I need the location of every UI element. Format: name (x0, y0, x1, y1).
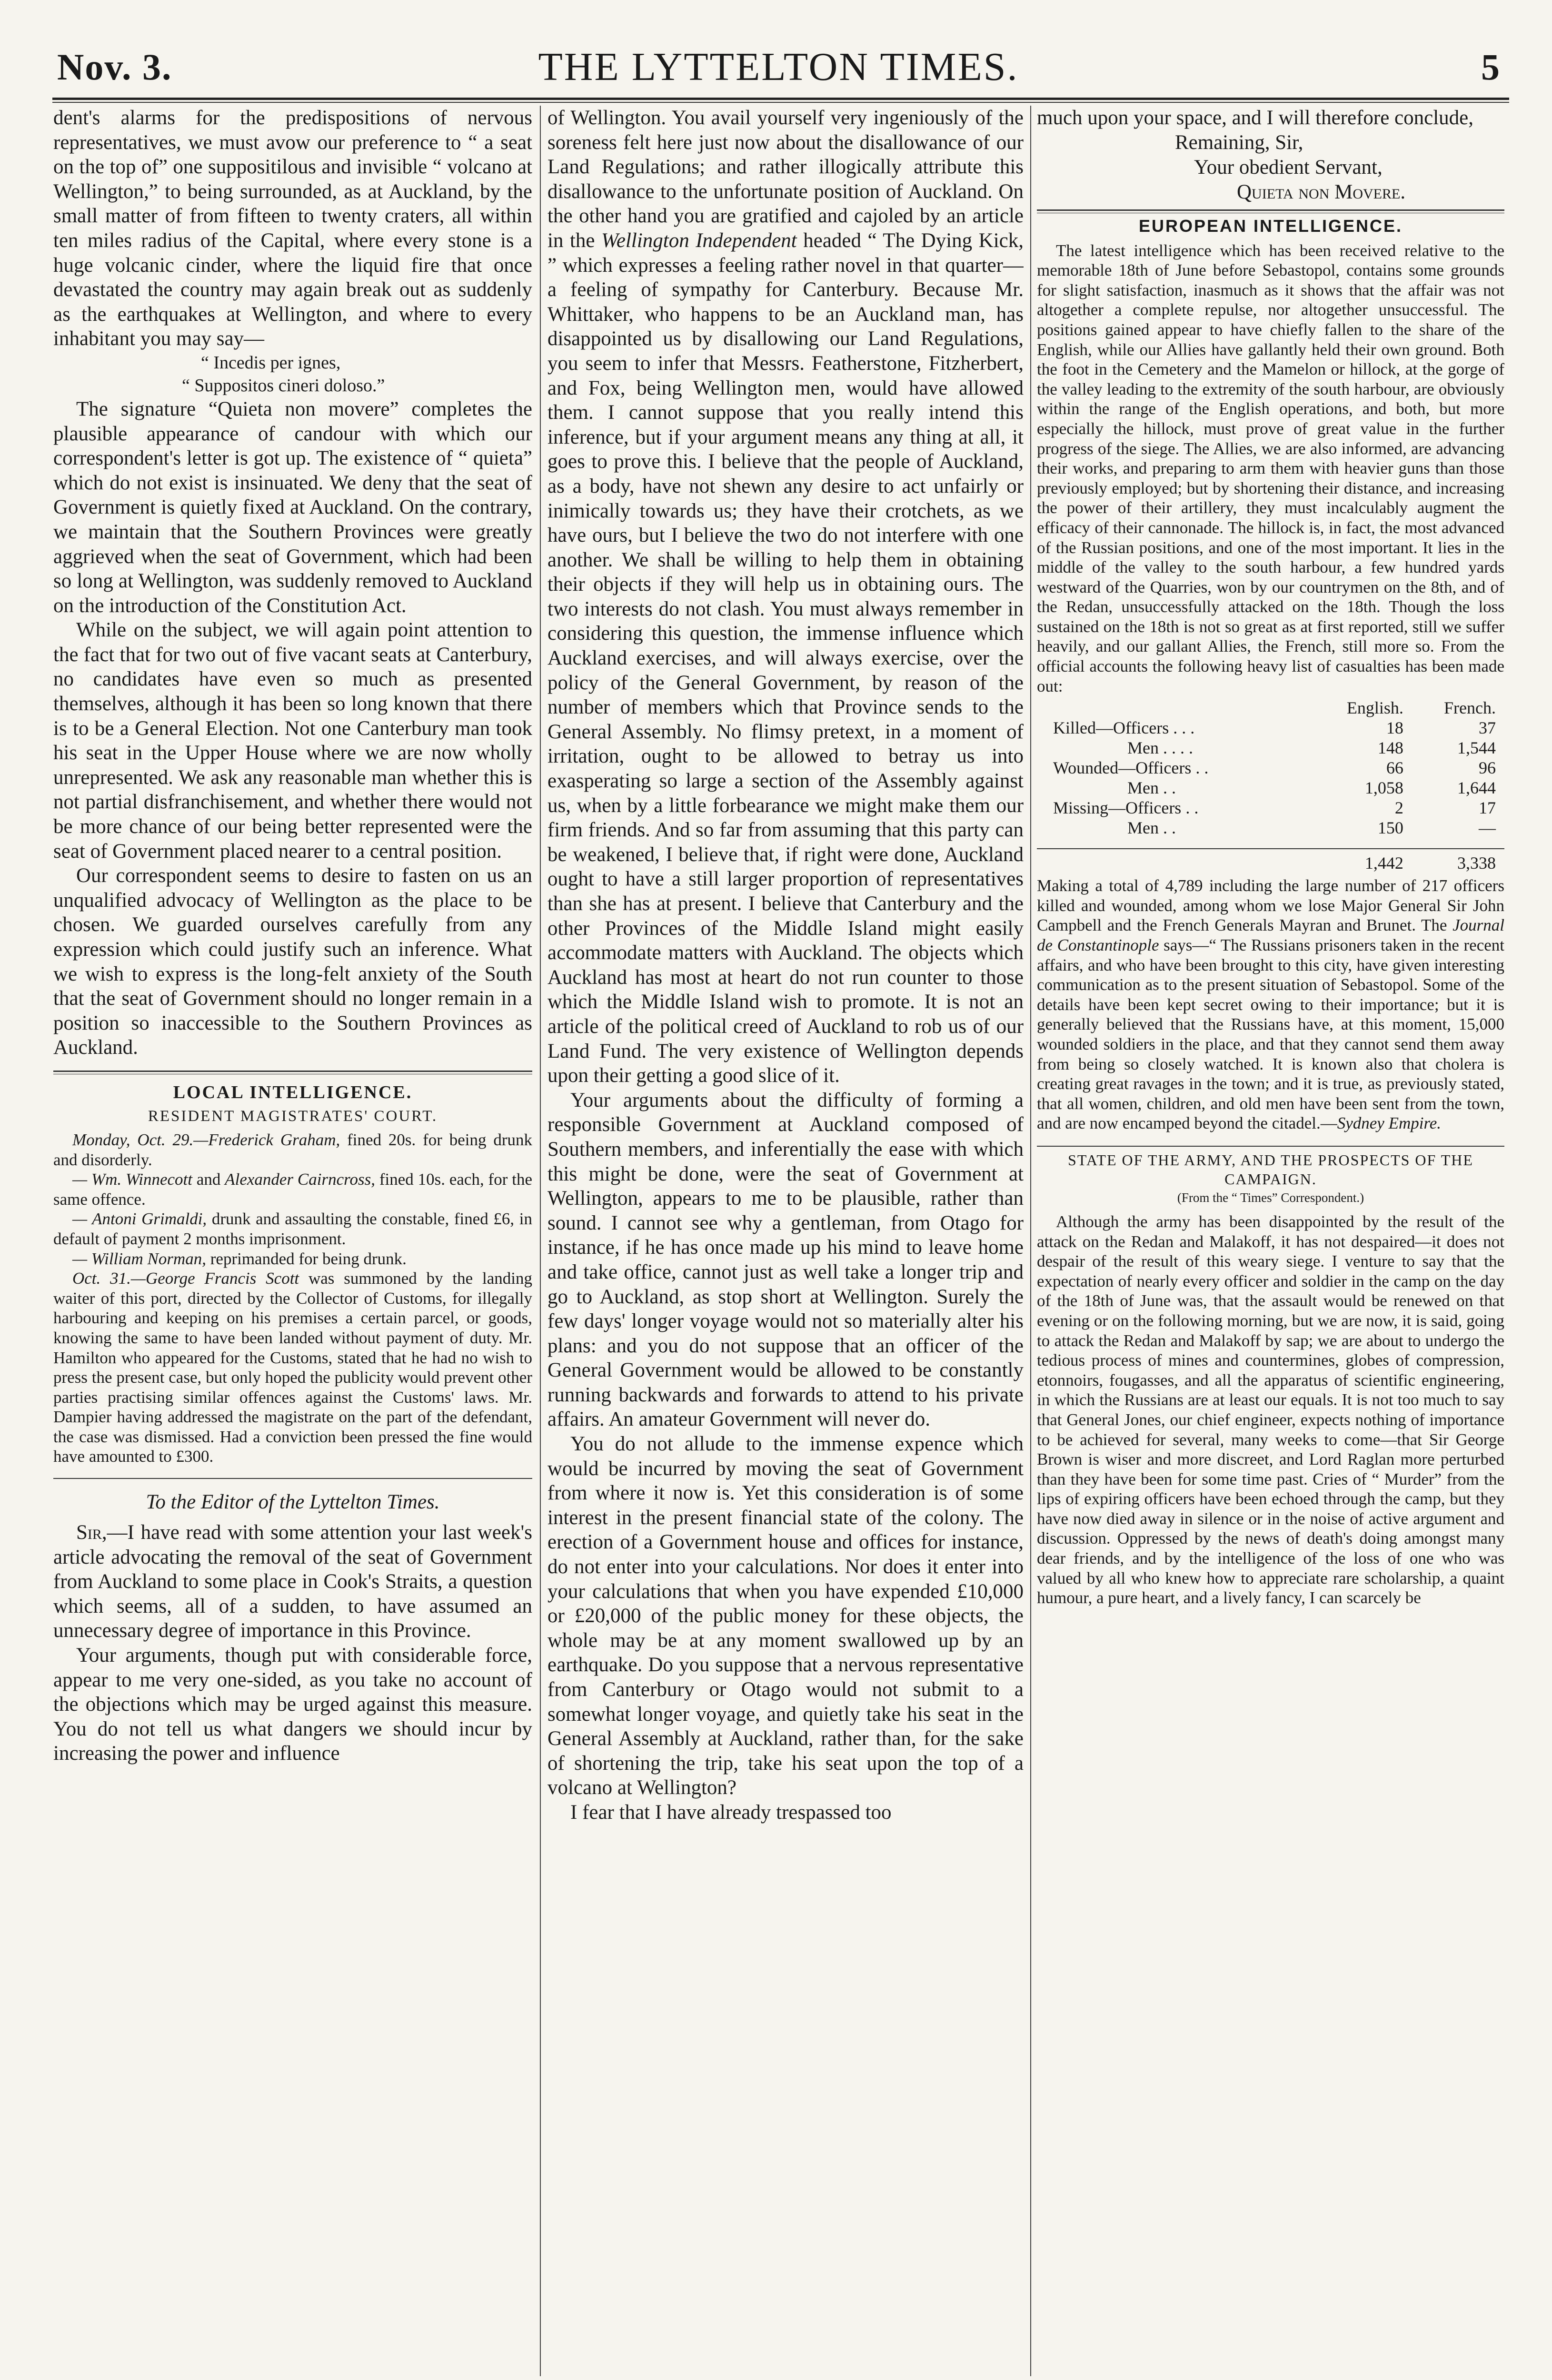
news-paragraph: Making a total of 4,789 including the large number of 217 officers killed and wounded, among whom we lose Major General Sir John Campbell and the French Generals Mayran and Brunet. The Journal de Constantinople says—“ The Russians prisoners taken in the recent affairs, and who have been brought to this city, have given interesting communication as to the present situation of Sebastopol. Some of the details have been kept secret owing to their importance; but it is generally believed that the Russians have, at this moment, 15,000 wounded soldiers in the place, and that they cannot send them away from being so closely watched. It is known also that cholera is creating great ravages in the town; and it is true, as previously stated, that all women, children, and old men have been sent from the town, and are now encamped beyond the citadel.—Sydney Empire. (1037, 876, 1504, 1133)
editorial-article (53, 106, 532, 1060)
column-divider (1030, 106, 1031, 2376)
letter-conclusion (1037, 106, 1504, 130)
european-intelligence-cont (1037, 876, 1504, 1133)
table-row: Killed—Officers . . . 18 37 (1053, 718, 1496, 738)
column-header: French. (1444, 698, 1496, 718)
letter-paragraph: Sir,—I have read with some attention your last week's article advocating the removal of the seat of Government from Auckland to some place in Cook's Straits, a question which seems, all of a sudden, to have assumed an unnecessary degree of importance in this Province. (53, 1521, 532, 1642)
european-intelligence (1037, 241, 1504, 696)
masthead-rule (52, 98, 1509, 100)
news-paragraph: The latest intelligence which has been received relative to the memorable 18th of June before Sebastopol, contains some grounds for slight satisfaction, inasmuch as it shows that the affair was not altogether a complete repulse, nor altogether unsuccessful. The positions gained appear to have chiefly fallen to the share of the English, while our Allies have gallantly held their own ground. Both the foot in the Cemetery and the Mamelon or hillock, at the gorge of the valley leading to the extremity of the south harbour, are obviously within the range of the English operations, and both, but more especially the hillock, must prove of great value in the further progress of the siege. The Allies, we are also informed, are advancing their works, and preparing to arm them with heavier guns than those previously employed; but by shortening their distance, and increasing the power of their artillery, they must incalculably augment the efficacy of their cannonade. The hillock is, in fact, the most advanced of the Russian positions, and one of the most important. It lies in the middle of the valley to the south harbour, a few hundred yards westward of the Quarries, won by our countrymen on the 8th, and of the Redan, unsuccessfully attacked on the 18th. Though the loss sustained on the 18th is not so great as at first reported, still we suffer heavily, and our gallant Allies, the French, still more so. From the official accounts the following heavy list of casualties has been made out: (1037, 241, 1504, 695)
verse-line: “ Incedis per ignes, (201, 352, 341, 373)
court-entry: Monday, Oct. 29.—Frederick Graham, fined 20s. for being drunk and disorderly. (53, 1130, 532, 1169)
column-divider (540, 106, 541, 2376)
section-rule (53, 1071, 532, 1072)
court-entry: — Antoni Grimaldi, drunk and assaulting the constable, fined £6, in default of payment 2 months imprisonment. (53, 1210, 532, 1248)
latin-quotation (53, 351, 532, 397)
table-header-row (1037, 698, 1504, 718)
total-english: 1,442 (1312, 849, 1412, 873)
table-row: Men . . 1,058 1,644 (1127, 778, 1496, 798)
editorial-paragraph: The signature “Quieta non movere” completes the plausible appearance of candour with which our correspondent's letter is got up. The existence of “ quieta” which do not exist is insinuated. We deny that the seat of Government is quietly fixed at Auckland. On the contrary, we maintain that the Southern Provinces were greatly aggrieved when the seat of Government, which had been so long at Wellington, was suddenly removed to Auckland on the introduction of the Constitution Act. (53, 397, 532, 617)
table-row: Wounded—Officers . . 66 96 (1053, 758, 1496, 778)
army-article (1037, 1212, 1504, 1608)
total-french: 3,338 (1412, 849, 1504, 873)
court-entry: Oct. 31.—George Francis Scott was summoned by the landing waiter of this port, directed by the Collector of Customs, for illegally harbouring and keeping on his premises a certain parcel, or goods, knowing the same to have been landed without payment of duty. Mr. Hamilton who appeared for the Customs, stated that he had no wish to press the present case, but only hoped the publicity would prevent other parties practising similar offences against the Customs' laws. Mr. Dampier having addressed the magistrate on the part of the defendant, the case was dismissed. Had a conviction been pressed the fine would have amounted to £300. (53, 1269, 532, 1466)
closing-line: Remaining, Sir, (1175, 131, 1303, 154)
table-row: Men . . 150 — (1127, 818, 1496, 838)
section-rule (53, 1478, 532, 1479)
column-2 (547, 106, 1024, 2362)
editorial-paragraph: dent's alarms for the predispositions of nervous representatives, we must avow our preference to “ a seat on the top of” one suppositilous and invisible “ volcano at Wellington,” to being surrounded, as at Auckland, by the small matter of from fifteen to twenty craters, all within ten miles radius of the Capital, where every stone is a huge volcanic cinder, where the liquid fire that once devastated the country may again break out as suddenly as the earthquakes at Wellington, and where to every inhabitant you may say— (53, 107, 532, 350)
column-3 (1037, 106, 1504, 2362)
page-number: 5 (1481, 46, 1500, 88)
column-1 (53, 106, 532, 2362)
table-row: Missing—Officers . . 2 17 (1053, 798, 1496, 818)
letter-paragraph: much upon your space, and I will therefore conclude, (1037, 107, 1474, 129)
issue-date: Nov. 3. (57, 46, 172, 88)
table-row: Men . . . . 148 1,544 (1127, 738, 1496, 758)
court-heading: RESIDENT MAGISTRATES' COURT. (148, 1107, 438, 1125)
letter-paragraph: You do not allude to the immense expence which would be incurred by moving the seat of Government from where it now is. Yet this consideration is of some interest in the present financial state of the colony. The erection of a Government house and offices for instance, do not enter into your calculations. Nor does it enter into your calculations that when you have expended £10,000 or £20,000 of the public money for these objects, the whole may be at any moment swallowed up by an earthquake. Do you suppose that a nervous representative from Canterbury or Otago would not submit to a somewhat longer voyage, and quietly take his seat in the General Assembly at Auckland, rather than, for the sake of shortening the trip, take his seat upon the top of a volcano at Wellington? (547, 1433, 1024, 1799)
editorial-paragraph: While on the subject, we will again point attention to the fact that for two out of five vacant seats at Canterbury, no candidates have even so much as presented themselves, although it has been so long known that there is to be a General Election. Not one Canterbury man took his seat in the Upper House where we are now wholly unrepresented. We ask any reasonable man whether this is not partial disfranchisement, and whether there would not be more chance of our being better represented were the seat of Government placed nearer to a central position. (53, 619, 532, 863)
local-intelligence-heading: LOCAL INTELLIGENCE. (173, 1082, 413, 1102)
section-rule (1037, 1146, 1504, 1147)
table-total-row (1037, 849, 1504, 873)
letter-continued (547, 106, 1024, 1825)
letter-paragraph: of Wellington. You avail yourself very ingeniously of the soreness felt here just now about the disallowance of our Land Regulations; and rather illogically attribute this disallowance to the unfortunate position of Auckland. On the other hand you are gratified and cajoled by an article in the Wellington Independent headed “ The Dying Kick, ” which expresses a feeling rather novel in that quarter—a feeling of sympathy for Canterbury. Because Mr. Whittaker, who happens to be an Auckland man, has disappointed us by disallowing our Land Regulations, you seem to infer that Messrs. Featherstone, Fitzherbert, and Fox, being Wellington men, would have allowed them. I cannot suppose that you really intend this inference, but if your argument means any thing at all, it goes to prove this. I believe that the people of Auckland, as a body, have not shewn any desire to act unfairly or inimically towards us; they have their crotchets, as we have ours, but I believe the two do not interfere with one another. We shall be willing to help them in obtaining their objects if they will help us in obtaining ours. The two interests do not clash. You must always remember in considering this question, the immense influence which Auckland exercises, and will always exercise, over the policy of the General Government, by reason of the number of members which that Province sends to the General Assembly. No flimsy pretext, in a moment of irritation, ought to be allowed to betray us into exasperating so large a section of the Assembly against us, when by a little forbearance we might make them our firm friends. And so far from assuming that this party can be weakened, I believe that, if right were done, Auckland ought to have a still larger proportion of representatives than she has at present. I believe that Canterbury and the other Provinces of the Middle Island might easily accommodate matters with Auckland. The objects which Auckland has most at heart do not run counter to those which the Middle Island wish to promote. It is not an article of the political creed of Auckland to rob us of our Land Fund. The very existence of Wellington depends upon their getting a good slice of it. (547, 107, 1024, 1087)
newspaper-title: THE LYTTELTON TIMES. (538, 45, 1019, 89)
letter-paragraph: Your arguments about the difficulty of forming a responsible Government at Auckland composed of Southern members, and inferentially the ease with which this might be done, were the seat of Government at Wellington, appears to me to be plausible, rather than sound. I cannot see why a gentleman, from Otago for instance, if he has once made up his mind to leave home and take office, cannot just as well take a longer trip and go to Auckland, as stop short at Wellington. Surely the few days' longer voyage would not so materially alter his plans: and you do not suppose that an officer of the General Government would be allowed to be constantly running backwards and forwards to attend to his private affairs. An amateur Government will never do. (547, 1089, 1024, 1431)
army-heading: STATE OF THE ARMY, AND THE PROSPECTS OF THE CAMPAIGN. (1068, 1151, 1473, 1188)
news-paragraph: Although the army has been disappointed by the result of the attack on the Redan and Malakoff, it has not despaired—it does not despair of the result of this weary siege. I venture to say that the expectation of nearly every officer and soldier in the camp on the day of the 18th of June was, that the assault would be renewed on that evening or on the following morning, but we are now, it is said, going to attack the Redan and Malakoff by sap; we are about to undergo the tedious process of mines and countermines, globes of compression, etonnoirs, fougasses, and all the apparatus of scientific engineering, in which the Russians are at least our equals. It is not too much to say that General Jones, our chief engineer, expects nothing of importance to be achieved for several, many weeks to come—that Sir George Brown is wiser and more discreet, and Lord Raglan more perturbed than they have been for some time past. Cries of “ Murder” from the lips of expiring officers have been echoed through the camp, but they have now died away in silence or in the noise of active argument and discussion. Oppressed by the news of death's doing amongst many dear friends, and by the intelligence of the loss of one who was valued by all who knew how to appreciate rare scholarship, a quaint humour, a pure heart, and a lively fancy, I can scarcely be (1037, 1212, 1504, 1607)
court-reports (53, 1130, 532, 1467)
court-entry: — Wm. Winnecott and Alexander Cairncross, fined 10s. each, for the same offence. (53, 1170, 532, 1209)
verse-line: “ Suppositos cineri doloso.” (182, 375, 385, 396)
european-intelligence-heading: EUROPEAN INTELLIGENCE. (1138, 216, 1403, 236)
court-entry: — William Norman, reprimanded for being drunk. (72, 1249, 407, 1268)
casualty-table (1037, 698, 1504, 873)
section-rule (1037, 209, 1504, 211)
letter-heading: To the Editor of the Lyttelton Times. (146, 1491, 440, 1514)
letter-signoff (1037, 130, 1504, 205)
letter-to-editor (53, 1520, 532, 1766)
column-header: English. (1346, 698, 1403, 718)
letter-paragraph: Your arguments, though put with considerable force, appear to me very one-sided, as you take no account of the objections which may be urged against this measure. You do not tell us what dangers we should incur by increasing the power and influence (53, 1644, 532, 1765)
masthead (57, 41, 1500, 93)
army-source: (From the “ Times” Correspondent.) (1177, 1190, 1364, 1205)
editorial-paragraph: Our correspondent seems to desire to fasten on us an unqualified advocacy of Wellington as the place to be chosen. We guarded ourselves carefully from any expression which could justify such an inference. What we wish to express is the long-felt anxiety of the South that the seat of Government should no longer remain in a position so inaccessible to the Southern Provinces as Auckland. (53, 864, 532, 1059)
masthead-rule-thin (52, 102, 1509, 103)
letter-paragraph: I fear that I have already trespassed too (570, 1801, 892, 1824)
signature: Quieta non Movere. (1237, 180, 1406, 203)
closing-line: Your obedient Servant, (1194, 156, 1383, 178)
